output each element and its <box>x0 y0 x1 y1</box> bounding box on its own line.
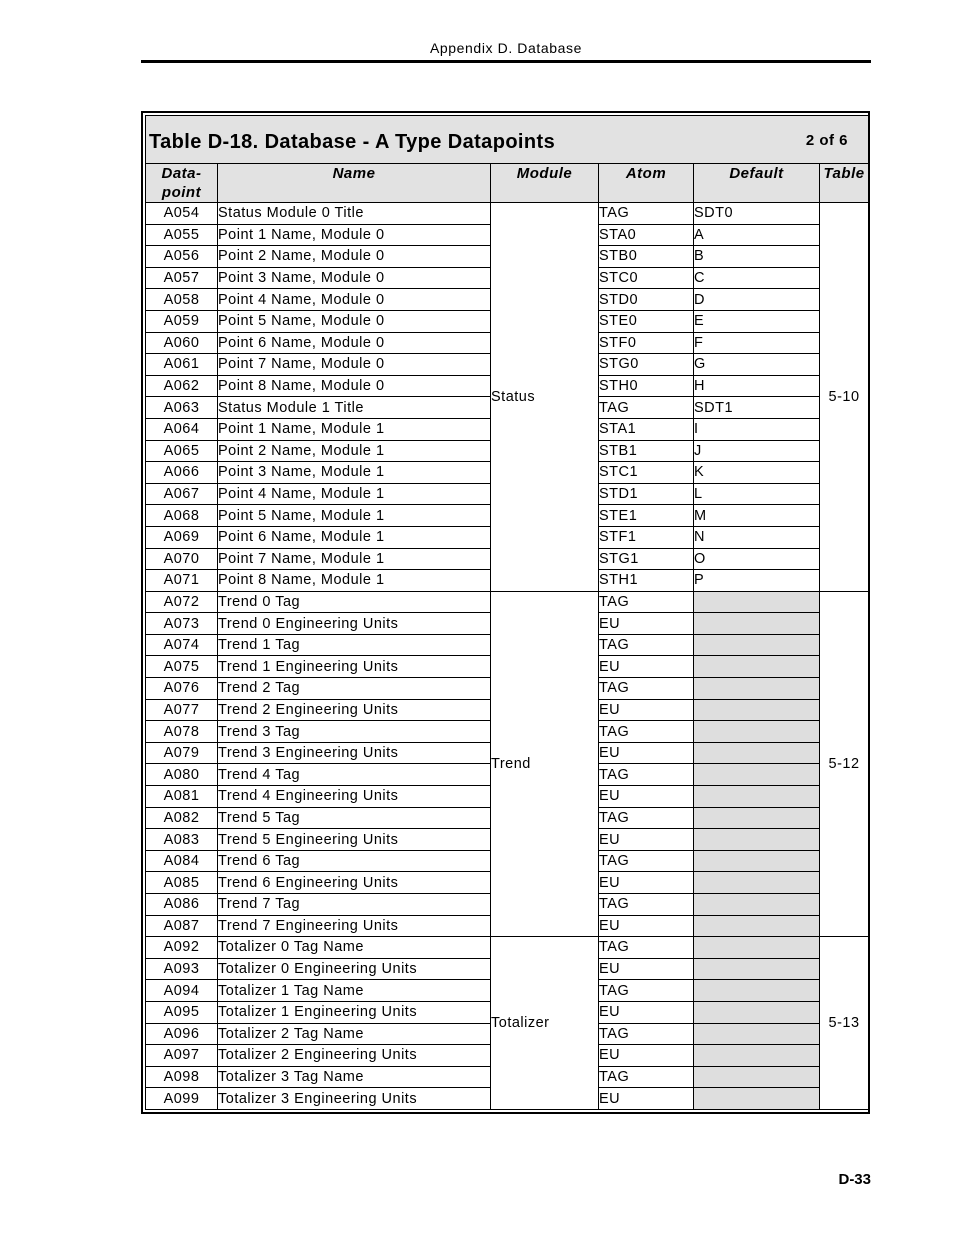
datapoint-cell: A080 <box>146 764 218 786</box>
default-cell <box>694 786 820 808</box>
datapoint-cell: A067 <box>146 483 218 505</box>
datapoint-table <box>145 115 869 1110</box>
default-cell <box>694 872 820 894</box>
table-ref-cell: 5-13 <box>820 937 869 1110</box>
datapoint-cell: A059 <box>146 310 218 332</box>
name-cell: Totalizer 2 Engineering Units <box>218 1045 491 1067</box>
default-cell: B <box>694 246 820 268</box>
name-cell: Trend 1 Engineering Units <box>218 656 491 678</box>
datapoint-cell: A096 <box>146 1023 218 1045</box>
name-cell: Point 4 Name, Module 0 <box>218 289 491 311</box>
atom-cell: EU <box>599 699 694 721</box>
atom-cell: STF1 <box>599 526 694 548</box>
default-cell: G <box>694 354 820 376</box>
default-cell: I <box>694 418 820 440</box>
table-title: Table D-18. Database - A Type Datapoints <box>149 131 556 153</box>
default-cell <box>694 1001 820 1023</box>
default-cell <box>694 807 820 829</box>
running-header: Appendix D. Database <box>429 40 583 56</box>
default-cell <box>694 613 820 635</box>
name-cell: Trend 5 Engineering Units <box>218 829 491 851</box>
column-header-table: Table <box>820 164 869 203</box>
name-cell: Totalizer 3 Tag Name <box>218 1066 491 1088</box>
default-cell <box>694 937 820 959</box>
atom-cell: EU <box>599 958 694 980</box>
name-cell: Point 1 Name, Module 1 <box>218 418 491 440</box>
table-body <box>146 203 869 1110</box>
datapoint-cell: A070 <box>146 548 218 570</box>
name-cell: Trend 5 Tag <box>218 807 491 829</box>
atom-cell: EU <box>599 656 694 678</box>
atom-cell: TAG <box>599 397 694 419</box>
atom-cell: TAG <box>599 1066 694 1088</box>
default-cell: M <box>694 505 820 527</box>
name-cell: Point 2 Name, Module 0 <box>218 246 491 268</box>
default-cell <box>694 915 820 937</box>
datapoint-cell: A058 <box>146 289 218 311</box>
name-cell: Point 1 Name, Module 0 <box>218 224 491 246</box>
datapoint-cell: A062 <box>146 375 218 397</box>
atom-cell: EU <box>599 1001 694 1023</box>
name-cell: Trend 3 Engineering Units <box>218 742 491 764</box>
datapoint-cell: A063 <box>146 397 218 419</box>
default-cell <box>694 1066 820 1088</box>
table-row <box>146 203 869 225</box>
datapoint-cell: A064 <box>146 418 218 440</box>
datapoint-cell: A095 <box>146 1001 218 1023</box>
atom-cell: TAG <box>599 591 694 613</box>
name-cell: Point 4 Name, Module 1 <box>218 483 491 505</box>
column-header-datapoint: Data- point <box>146 164 218 203</box>
name-cell: Trend 0 Tag <box>218 591 491 613</box>
name-cell: Trend 1 Tag <box>218 634 491 656</box>
name-cell: Trend 4 Tag <box>218 764 491 786</box>
name-cell: Totalizer 2 Tag Name <box>218 1023 491 1045</box>
datapoint-cell: A056 <box>146 246 218 268</box>
datapoint-cell: A083 <box>146 829 218 851</box>
default-cell: C <box>694 267 820 289</box>
atom-cell: TAG <box>599 807 694 829</box>
atom-cell: EU <box>599 1045 694 1067</box>
default-cell: K <box>694 462 820 484</box>
datapoint-cell: A092 <box>146 937 218 959</box>
name-cell: Totalizer 3 Engineering Units <box>218 1088 491 1110</box>
name-cell: Totalizer 1 Tag Name <box>218 980 491 1002</box>
atom-cell: EU <box>599 829 694 851</box>
name-cell: Trend 7 Tag <box>218 894 491 916</box>
name-cell: Point 8 Name, Module 1 <box>218 570 491 592</box>
page-number: D-33 <box>838 1171 871 1188</box>
name-cell: Trend 2 Engineering Units <box>218 699 491 721</box>
default-cell <box>694 742 820 764</box>
default-cell <box>694 634 820 656</box>
table-ref-cell: 5-10 <box>820 203 869 592</box>
datapoint-cell: A065 <box>146 440 218 462</box>
datapoint-cell: A099 <box>146 1088 218 1110</box>
atom-cell: EU <box>599 742 694 764</box>
default-cell <box>694 1088 820 1110</box>
atom-cell: TAG <box>599 634 694 656</box>
atom-cell: EU <box>599 786 694 808</box>
atom-cell: EU <box>599 1088 694 1110</box>
atom-cell: STE0 <box>599 310 694 332</box>
name-cell: Totalizer 1 Engineering Units <box>218 1001 491 1023</box>
name-cell: Status Module 0 Title <box>218 203 491 225</box>
default-cell <box>694 958 820 980</box>
datapoint-cell: A079 <box>146 742 218 764</box>
default-cell: A <box>694 224 820 246</box>
table-row <box>146 591 869 613</box>
name-cell: Point 6 Name, Module 1 <box>218 526 491 548</box>
default-cell <box>694 721 820 743</box>
name-cell: Point 8 Name, Module 0 <box>218 375 491 397</box>
default-cell <box>694 678 820 700</box>
atom-cell: STH0 <box>599 375 694 397</box>
datapoint-table-frame <box>141 111 870 1114</box>
default-cell: D <box>694 289 820 311</box>
datapoint-cell: A054 <box>146 203 218 225</box>
table-title-bar <box>146 116 869 164</box>
datapoint-cell: A071 <box>146 570 218 592</box>
atom-cell: STC0 <box>599 267 694 289</box>
column-header-atom: Atom <box>599 164 694 203</box>
name-cell: Point 7 Name, Module 0 <box>218 354 491 376</box>
default-cell <box>694 829 820 851</box>
name-cell: Trend 6 Tag <box>218 850 491 872</box>
column-header-default: Default <box>694 164 820 203</box>
default-cell: SDT0 <box>694 203 820 225</box>
default-cell <box>694 764 820 786</box>
default-cell: H <box>694 375 820 397</box>
datapoint-cell: A098 <box>146 1066 218 1088</box>
default-cell: SDT1 <box>694 397 820 419</box>
datapoint-cell: A085 <box>146 872 218 894</box>
datapoint-cell: A057 <box>146 267 218 289</box>
datapoint-cell: A074 <box>146 634 218 656</box>
atom-cell: STA0 <box>599 224 694 246</box>
name-cell: Trend 3 Tag <box>218 721 491 743</box>
atom-cell: TAG <box>599 203 694 225</box>
datapoint-cell: A086 <box>146 894 218 916</box>
column-header-name: Name <box>218 164 491 203</box>
default-cell: E <box>694 310 820 332</box>
name-cell: Point 3 Name, Module 0 <box>218 267 491 289</box>
default-cell: J <box>694 440 820 462</box>
default-cell <box>694 850 820 872</box>
atom-cell: STD0 <box>599 289 694 311</box>
atom-cell: STD1 <box>599 483 694 505</box>
datapoint-cell: A066 <box>146 462 218 484</box>
datapoint-cell: A060 <box>146 332 218 354</box>
column-header-module: Module <box>491 164 599 203</box>
name-cell: Status Module 1 Title <box>218 397 491 419</box>
atom-cell: STE1 <box>599 505 694 527</box>
atom-cell: EU <box>599 872 694 894</box>
atom-cell: STB0 <box>599 246 694 268</box>
atom-cell: STA1 <box>599 418 694 440</box>
name-cell: Point 7 Name, Module 1 <box>218 548 491 570</box>
default-cell <box>694 894 820 916</box>
table-ref-cell: 5-12 <box>820 591 869 937</box>
datapoint-cell: A097 <box>146 1045 218 1067</box>
name-cell: Trend 4 Engineering Units <box>218 786 491 808</box>
name-cell: Totalizer 0 Tag Name <box>218 937 491 959</box>
atom-cell: TAG <box>599 678 694 700</box>
name-cell: Trend 2 Tag <box>218 678 491 700</box>
default-cell <box>694 591 820 613</box>
name-cell: Point 5 Name, Module 0 <box>218 310 491 332</box>
atom-cell: TAG <box>599 764 694 786</box>
atom-cell: TAG <box>599 937 694 959</box>
default-cell <box>694 980 820 1002</box>
module-cell: Trend <box>491 591 599 937</box>
name-cell: Trend 6 Engineering Units <box>218 872 491 894</box>
datapoint-cell: A073 <box>146 613 218 635</box>
name-cell: Totalizer 0 Engineering Units <box>218 958 491 980</box>
datapoint-cell: A068 <box>146 505 218 527</box>
atom-cell: STF0 <box>599 332 694 354</box>
default-cell: N <box>694 526 820 548</box>
name-cell: Trend 0 Engineering Units <box>218 613 491 635</box>
name-cell: Trend 7 Engineering Units <box>218 915 491 937</box>
datapoint-cell: A093 <box>146 958 218 980</box>
datapoint-cell: A075 <box>146 656 218 678</box>
atom-cell: TAG <box>599 1023 694 1045</box>
name-cell: Point 2 Name, Module 1 <box>218 440 491 462</box>
table-row <box>146 937 869 959</box>
atom-cell: TAG <box>599 980 694 1002</box>
datapoint-cell: A094 <box>146 980 218 1002</box>
datapoint-cell: A077 <box>146 699 218 721</box>
datapoint-cell: A078 <box>146 721 218 743</box>
atom-cell: EU <box>599 613 694 635</box>
default-cell <box>694 1023 820 1045</box>
default-cell <box>694 1045 820 1067</box>
atom-cell: STC1 <box>599 462 694 484</box>
name-cell: Point 6 Name, Module 0 <box>218 332 491 354</box>
name-cell: Point 5 Name, Module 1 <box>218 505 491 527</box>
datapoint-cell: A072 <box>146 591 218 613</box>
default-cell <box>694 656 820 678</box>
datapoint-cell: A076 <box>146 678 218 700</box>
datapoint-cell: A084 <box>146 850 218 872</box>
default-cell: L <box>694 483 820 505</box>
atom-cell: TAG <box>599 894 694 916</box>
datapoint-cell: A081 <box>146 786 218 808</box>
name-cell: Point 3 Name, Module 1 <box>218 462 491 484</box>
module-cell: Status <box>491 203 599 592</box>
datapoint-cell: A069 <box>146 526 218 548</box>
atom-cell: STG0 <box>599 354 694 376</box>
datapoint-cell: A082 <box>146 807 218 829</box>
table-page-indicator: 2 of 6 <box>805 132 849 149</box>
atom-cell: EU <box>599 915 694 937</box>
default-cell: P <box>694 570 820 592</box>
atom-cell: TAG <box>599 721 694 743</box>
atom-cell: STB1 <box>599 440 694 462</box>
atom-cell: TAG <box>599 850 694 872</box>
datapoint-cell: A061 <box>146 354 218 376</box>
default-cell <box>694 699 820 721</box>
datapoint-cell: A087 <box>146 915 218 937</box>
atom-cell: STH1 <box>599 570 694 592</box>
default-cell: O <box>694 548 820 570</box>
default-cell: F <box>694 332 820 354</box>
header-rule <box>141 60 871 63</box>
atom-cell: STG1 <box>599 548 694 570</box>
module-cell: Totalizer <box>491 937 599 1110</box>
datapoint-cell: A055 <box>146 224 218 246</box>
